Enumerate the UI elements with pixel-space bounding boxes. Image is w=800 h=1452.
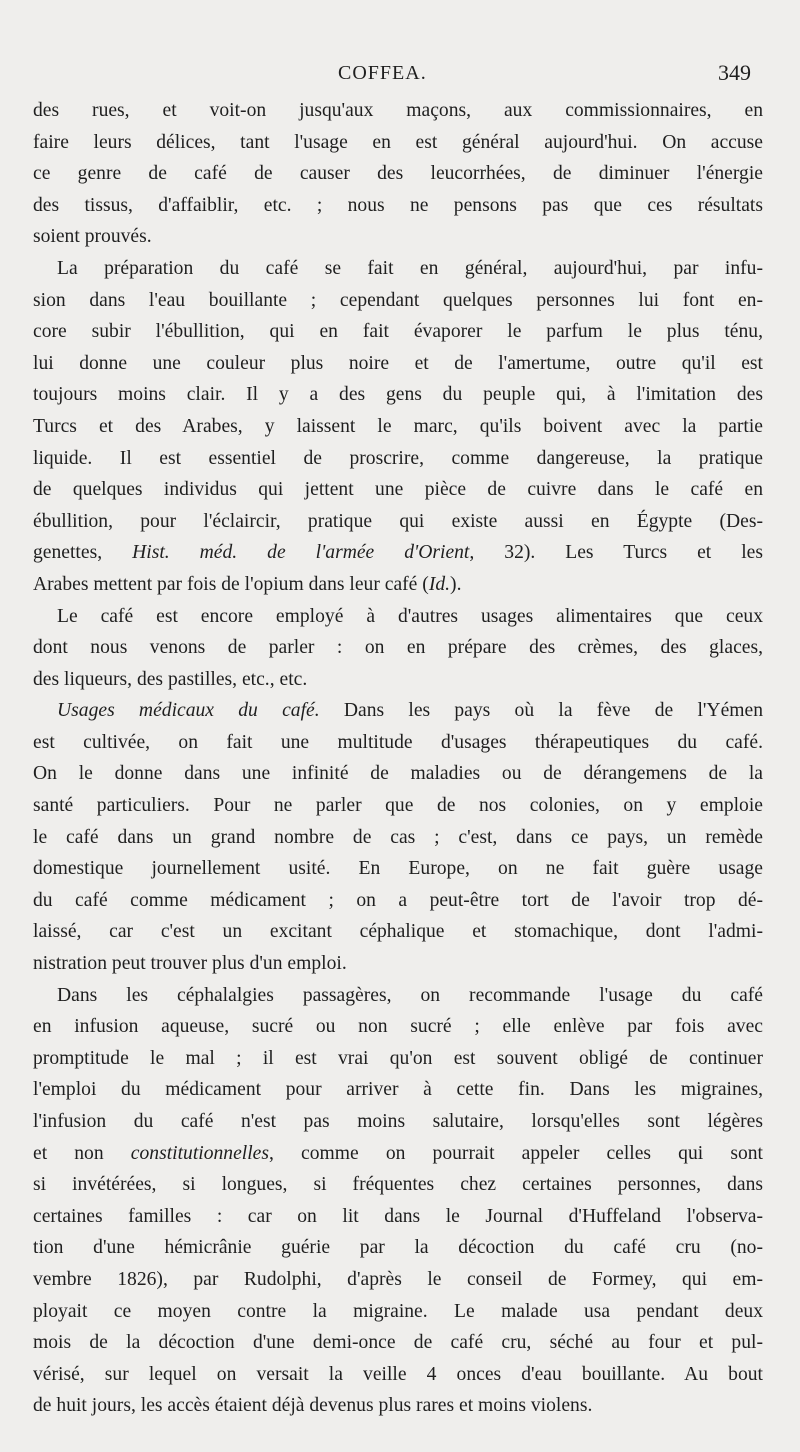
text-run: domestique journellement usité. En Europe, on ne fait guère usage xyxy=(33,858,763,880)
text-line xyxy=(33,1232,763,1264)
text-line xyxy=(33,632,763,664)
text-run: certaines familles : car on lit dans le Journal d'Huffeland l'observa- xyxy=(33,1205,763,1227)
text-line xyxy=(33,569,763,601)
text-run: 32). Les Turcs et les xyxy=(474,542,763,564)
text-line xyxy=(33,1327,763,1359)
page-number: 349 xyxy=(718,60,751,85)
text-run: Le café est encore employé à d'autres usages alimentaires que ceux xyxy=(57,605,763,627)
text-run: mois de la décoction d'une demi-once de café cru, séché au four et pul- xyxy=(33,1332,763,1354)
text-run: vembre 1826), par Rudolphi, d'après le conseil de Formey, qui em- xyxy=(33,1268,763,1290)
text-run: toujours moins clair. Il y a des gens du peuple qui, à l'imitation des xyxy=(33,384,763,406)
text-line xyxy=(33,1169,763,1201)
text-line xyxy=(33,1138,763,1170)
text-line xyxy=(33,664,763,696)
text-run: l'infusion du café n'est pas moins salutaire, lorsqu'elles sont légères xyxy=(33,1111,763,1132)
text-run: nistration peut trouver plus d'un emploi. xyxy=(33,953,347,975)
text-line xyxy=(33,411,763,443)
text-line xyxy=(33,948,763,980)
page-header xyxy=(0,56,800,92)
text-line xyxy=(33,474,763,506)
text-run: promptitude le mal ; il est vrai qu'on est souvent obligé de continuer xyxy=(33,1047,763,1069)
text-run: dont nous venons de parler : on en prépare des crèmes, des glaces, xyxy=(33,637,763,659)
text-line xyxy=(33,1011,763,1043)
text-line xyxy=(33,758,763,790)
text-run: lui donne une couleur plus noire et de l'amertume, outre qu'il est xyxy=(33,352,763,374)
text-run: si invétérées, si longues, si fréquentes chez certaines personnes, dans xyxy=(33,1174,763,1196)
text-line xyxy=(33,1390,763,1422)
text-line xyxy=(33,1201,763,1233)
text-run: du café comme médicament ; on a peut-être tort de l'avoir trop dé- xyxy=(33,889,763,911)
text-run: des rues, et voit-on jusqu'aux maçons, aux commissionnaires, en xyxy=(33,100,763,121)
text-line xyxy=(33,316,763,348)
text-line xyxy=(33,727,763,759)
text-line xyxy=(33,253,763,285)
text-line xyxy=(33,916,763,948)
text-line xyxy=(33,885,763,917)
text-line xyxy=(33,1359,763,1391)
text-run: liquide. Il est essentiel de proscrire, comme dangereuse, la pratique xyxy=(33,447,763,469)
text-run: est cultivée, on fait une multitude d'usages thérapeutiques du café. xyxy=(33,731,763,753)
text-line xyxy=(33,980,763,1012)
text-run: vérisé, sur lequel on versait la veille 4 onces d'eau bouillante. Au bout xyxy=(33,1363,763,1385)
text-run: le café dans un grand nombre de cas ; c'est, dans ce pays, un remède xyxy=(33,826,763,848)
text-run: Turcs et des Arabes, y laissent le marc, qu'ils boivent avec la partie xyxy=(33,415,763,437)
text-run: La préparation du café se fait en général, aujourd'hui, par infu- xyxy=(57,257,763,279)
text-line xyxy=(33,853,763,885)
text-run: Dans les pays où la fève de l'Yémen xyxy=(319,700,763,722)
italic-text: Usages médicaux du café. xyxy=(57,700,320,722)
text-run: en infusion aqueuse, sucré ou non sucré ; elle enlève par fois avec xyxy=(33,1016,763,1038)
text-run: de huit jours, les accès étaient déjà devenus plus rares et moins violens. xyxy=(33,1395,593,1417)
text-line xyxy=(33,537,763,569)
text-line xyxy=(33,348,763,380)
text-run: ). xyxy=(450,573,462,595)
text-run: genettes, xyxy=(33,542,133,564)
text-line xyxy=(33,601,763,633)
text-run: On le donne dans une infinité de maladies ou de dérangemens de la xyxy=(33,763,763,785)
text-run: ébullition, pour l'éclaircir, pratique qui existe aussi en Égypte (Des- xyxy=(33,510,763,532)
italic-text: constitutionnelles xyxy=(130,1142,270,1164)
text-run: Arabes mettent par fois de l'opium dans leur café ( xyxy=(33,573,429,595)
text-run: et non xyxy=(33,1142,131,1164)
text-line xyxy=(33,1043,763,1075)
text-line xyxy=(33,822,763,854)
text-line xyxy=(33,695,763,727)
italic-text: Hist. méd. de l'armée d'Orient, xyxy=(132,542,475,564)
text-line xyxy=(33,790,763,822)
text-line xyxy=(33,1264,763,1296)
text-line xyxy=(33,95,763,127)
text-run: sion dans l'eau bouillante ; cependant quelques personnes lui font en- xyxy=(33,289,763,311)
text-run: faire leurs délices, tant l'usage en est général aujourd'hui. On accuse xyxy=(33,131,763,153)
text-run: ce genre de café de causer des leucorrhées, de diminuer l'énergie xyxy=(33,163,763,185)
text-run: tion d'une hémicrânie guérie par la décoction du café cru (no- xyxy=(33,1237,763,1259)
text-line xyxy=(33,190,763,222)
text-run: core subir l'ébullition, qui en fait évaporer le parfum le plus ténu, xyxy=(33,321,763,343)
text-line xyxy=(33,1074,763,1106)
text-line xyxy=(33,221,763,253)
text-run: santé particuliers. Pour ne parler que de nos colonies, on y emploie xyxy=(33,795,763,817)
running-title: COFFEA. xyxy=(338,62,427,84)
text-run: l'emploi du médicament pour arriver à cette fin. Dans les migraines, xyxy=(33,1079,763,1101)
text-line xyxy=(33,285,763,317)
text-run: soient prouvés. xyxy=(33,226,152,248)
text-line xyxy=(33,158,763,190)
text-run: Dans les céphalalgies passagères, on recommande l'usage du café xyxy=(57,984,763,1006)
text-run: laissé, car c'est un excitant céphalique et stomachique, dont l'admi- xyxy=(33,921,763,943)
text-run: de quelques individus qui jettent une pièce de cuivre dans le café en xyxy=(33,479,763,501)
text-run: des tissus, d'affaiblir, etc. ; nous ne pensons pas que ces résultats xyxy=(33,194,763,216)
body-text xyxy=(33,95,763,1422)
text-run: ployait ce moyen contre la migraine. Le malade usa pendant deux xyxy=(33,1300,763,1322)
text-line xyxy=(33,443,763,475)
text-run: des liqueurs, des pastilles, etc., etc. xyxy=(33,668,308,690)
text-line xyxy=(33,1296,763,1328)
text-line xyxy=(33,1106,763,1138)
text-line xyxy=(33,127,763,159)
italic-text: Id. xyxy=(428,573,451,595)
text-run: , comme on pourrait appeler celles qui sont xyxy=(269,1142,764,1164)
text-line xyxy=(33,506,763,538)
text-line xyxy=(33,379,763,411)
